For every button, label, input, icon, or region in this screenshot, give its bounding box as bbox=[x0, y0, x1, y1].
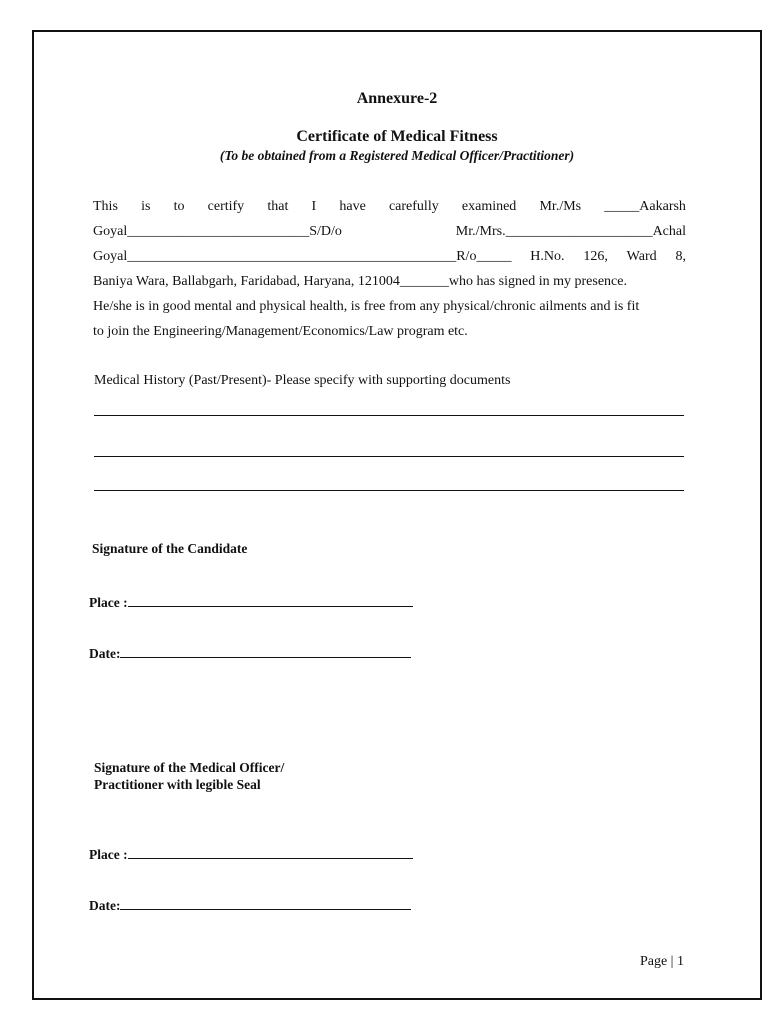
certificate-word: He/she is in good mental and physical health, is free from any physical/chronic ailments and is fit bbox=[93, 299, 640, 314]
certificate-paragraph bbox=[93, 194, 686, 344]
certificate-line bbox=[93, 194, 686, 219]
candidate-signature-label: Signature of the Candidate bbox=[92, 541, 248, 556]
candidate-place-field[interactable] bbox=[128, 592, 413, 607]
certificate-word: Mr./Mrs._____________________Achal bbox=[455, 224, 686, 239]
annexure-heading: Annexure-2 bbox=[356, 90, 438, 107]
candidate-place-label: Place : bbox=[89, 595, 128, 610]
officer-place-field[interactable] bbox=[128, 844, 413, 859]
certificate-word: Baniya Wara, Ballabgarh, Faridabad, Haryana, 121004_______who has signed in my presence. bbox=[93, 274, 627, 289]
certificate-word: 126, bbox=[583, 249, 608, 264]
officer-date-label: Date: bbox=[89, 898, 121, 913]
certificate-word: _____Aakarsh bbox=[604, 199, 686, 214]
candidate-place-row bbox=[89, 592, 413, 611]
officer-signature-label-line1: Signature of the Medical Officer/ bbox=[94, 760, 285, 775]
history-line-1[interactable] bbox=[94, 415, 684, 416]
certificate-line bbox=[93, 269, 686, 294]
candidate-date-label: Date: bbox=[89, 646, 121, 661]
officer-place-row bbox=[89, 844, 413, 863]
certificate-word: Goyal__________________________S/D/o bbox=[93, 224, 342, 239]
certificate-word: Mr./Ms bbox=[539, 199, 582, 214]
certificate-line bbox=[93, 319, 686, 344]
certificate-word: examined bbox=[461, 199, 517, 214]
certificate-word: to join the Engineering/Management/Economics/Law program etc. bbox=[93, 324, 468, 339]
certificate-line bbox=[93, 244, 686, 269]
certificate-line bbox=[93, 219, 686, 244]
officer-date-field[interactable] bbox=[120, 895, 411, 910]
medical-history-label: Medical History (Past/Present)- Please specify with supporting documents bbox=[94, 373, 511, 388]
document-page bbox=[32, 30, 762, 1000]
officer-signature-label-line2: Practitioner with legible Seal bbox=[94, 777, 261, 792]
officer-place-label: Place : bbox=[89, 847, 128, 862]
history-line-3[interactable] bbox=[94, 490, 684, 491]
officer-date-row bbox=[89, 895, 411, 914]
certificate-line bbox=[93, 294, 686, 319]
certificate-word: I bbox=[311, 199, 317, 214]
certificate-subtitle: (To be obtained from a Registered Medical Officer/Practitioner) bbox=[219, 148, 575, 163]
certificate-word: is bbox=[141, 199, 151, 214]
certificate-word: Ward bbox=[626, 249, 657, 264]
certificate-word: H.No. bbox=[530, 249, 565, 264]
certificate-word: carefully bbox=[388, 199, 439, 214]
candidate-date-field[interactable] bbox=[120, 643, 411, 658]
certificate-word: 8, bbox=[675, 249, 686, 264]
certificate-word: Goyal_______________________________________________R/o_____ bbox=[93, 249, 512, 264]
history-line-2[interactable] bbox=[94, 456, 684, 457]
certificate-word: that bbox=[267, 199, 289, 214]
certificate-title: Certificate of Medical Fitness bbox=[296, 128, 498, 145]
certificate-word: certify bbox=[207, 199, 245, 214]
certificate-word: This bbox=[93, 199, 118, 214]
certificate-word: to bbox=[173, 199, 185, 214]
certificate-word: have bbox=[339, 199, 366, 214]
page-number: Page | 1 bbox=[639, 954, 684, 969]
candidate-date-row bbox=[89, 643, 411, 662]
